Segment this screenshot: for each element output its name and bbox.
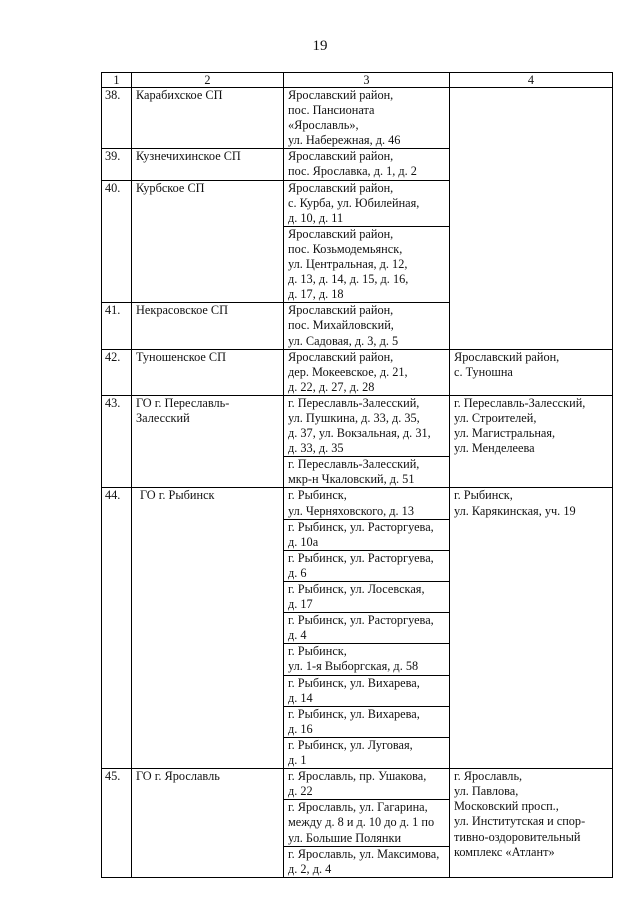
address-cell: Ярославский район, с. Курба, ул. Юбилейная, д. 10, д. 11 — [284, 180, 450, 226]
address-cell: г. Переславль-Залесский, мкр-н Чкаловский, д. 51 — [284, 457, 450, 488]
table-header-row — [102, 73, 613, 88]
address-cell: г. Рыбинск, ул. Вихарева, д. 14 — [284, 675, 450, 706]
municipality-name: Туношенское СП — [132, 349, 284, 395]
municipality-name: ГО г. Рыбинск — [132, 488, 284, 769]
row-number: 40. — [102, 180, 132, 303]
row-number: 43. — [102, 395, 132, 488]
table-row — [102, 395, 613, 456]
address-cell: г. Ярославль, ул. Максимова, д. 2, д. 4 — [284, 846, 450, 877]
page-number: 19 — [312, 38, 328, 54]
table-row — [102, 88, 613, 149]
address-cell: Ярославский район, пос. Ярославка, д. 1, д. 2 — [284, 149, 450, 180]
location-cell-empty — [450, 88, 613, 350]
municipality-name: ГО г. Ярославль — [132, 769, 284, 878]
location-cell: г. Переславль-Залесский, ул. Строителей, ул. Магистральная, ул. Менделеева — [450, 395, 613, 488]
address-cell: г. Рыбинск, ул. Расторгуева, д. 6 — [284, 550, 450, 581]
address-cell: г. Ярославль, ул. Гагарина, между д. 8 и д. 10 до д. 1 по ул. Большие Полянки — [284, 800, 450, 846]
municipality-name: Карабихское СП — [132, 88, 284, 149]
address-cell: Ярославский район, пос. Пансионата «Ярославль», ул. Набережная, д. 46 — [284, 88, 450, 149]
header-cell: 4 — [450, 73, 613, 88]
municipality-name: Курбское СП — [132, 180, 284, 303]
row-number: 42. — [102, 349, 132, 395]
address-cell: Ярославский район, пос. Козьмодемьянск, ул. Центральная, д. 12, д. 13, д. 14, д. 15, д. 16, д. 17, д. 18 — [284, 226, 450, 302]
header-cell: 3 — [284, 73, 450, 88]
location-cell: Ярославский район, с. Туношна — [450, 349, 613, 395]
polling-locations-table — [101, 72, 613, 878]
address-cell: г. Рыбинск, ул. 1-я Выборгская, д. 58 — [284, 644, 450, 675]
municipality-name: Некрасовское СП — [132, 303, 284, 349]
row-number: 39. — [102, 149, 132, 180]
address-cell: г. Переславль-Залесский, ул. Пушкина, д. 33, д. 35, д. 37, ул. Вокзальная, д. 31, д. 33, д. 35 — [284, 395, 450, 456]
header-cell: 1 — [102, 73, 132, 88]
row-number: 38. — [102, 88, 132, 149]
address-cell: г. Рыбинск, ул. Расторгуева, д. 10а — [284, 519, 450, 550]
row-number: 45. — [102, 769, 132, 878]
location-cell: г. Ярославль, ул. Павлова, Московский просп., ул. Институтская и спор- тивно-оздоровительный комплекс «Атлант» — [450, 769, 613, 878]
address-cell: Ярославский район, дер. Мокеевское, д. 21, д. 22, д. 27, д. 28 — [284, 349, 450, 395]
row-number: 44. — [102, 488, 132, 769]
row-number: 41. — [102, 303, 132, 349]
address-cell: г. Рыбинск, ул. Расторгуева, д. 4 — [284, 613, 450, 644]
address-cell: Ярославский район, пос. Михайловский, ул. Садовая, д. 3, д. 5 — [284, 303, 450, 349]
municipality-name: ГО г. Переславль- Залесский — [132, 395, 284, 488]
address-cell: г. Рыбинск, ул. Лосевская, д. 17 — [284, 582, 450, 613]
address-cell: г. Ярославль, пр. Ушакова, д. 22 — [284, 769, 450, 800]
table-row — [102, 769, 613, 800]
address-cell: г. Рыбинск, ул. Черняховского, д. 13 — [284, 488, 450, 519]
address-cell: г. Рыбинск, ул. Вихарева, д. 16 — [284, 706, 450, 737]
table-row — [102, 349, 613, 395]
header-cell: 2 — [132, 73, 284, 88]
address-cell: г. Рыбинск, ул. Луговая, д. 1 — [284, 737, 450, 768]
table-row — [102, 488, 613, 519]
location-cell: г. Рыбинск, ул. Карякинская, уч. 19 — [450, 488, 613, 769]
municipality-name: Кузнечихинское СП — [132, 149, 284, 180]
